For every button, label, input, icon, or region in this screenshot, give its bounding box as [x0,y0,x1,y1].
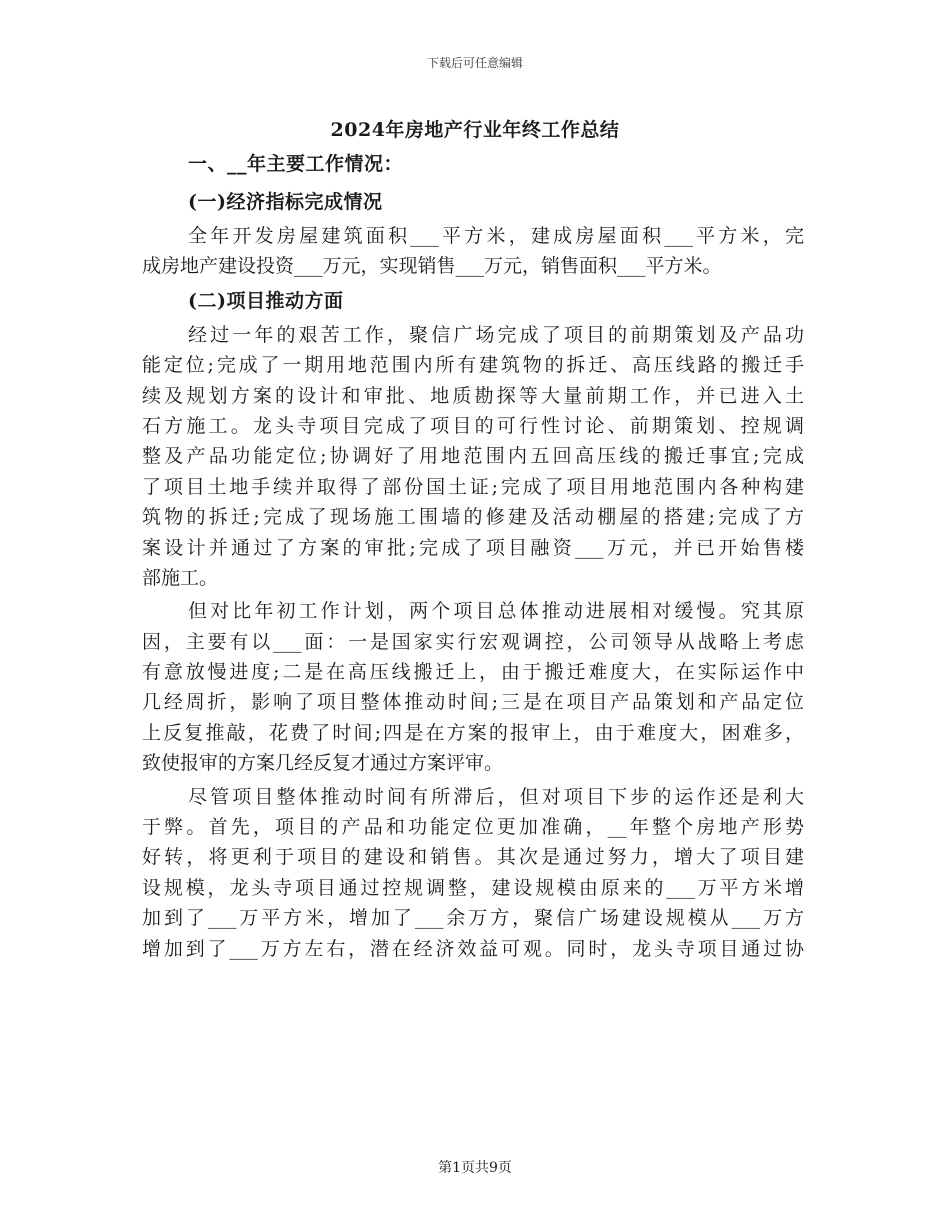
subsection-heading-project-progress: (二)项目推动方面 [188,289,344,312]
subsection-heading-economic-indicators: (一)经济指标完成情况 [188,191,383,213]
paragraph-line: 全年开发房屋建筑面积___平方米，建成房屋面积___平方米，完 [188,225,804,247]
paragraph-economic-indicators [142,221,804,282]
paragraph-line: 了项目土地手续并取得了部份国土证;完成了项目用地范围内各种构建 [142,475,804,498]
paragraph-line: 设规模，龙头寺项目通过控规调整，建设规模由原来的___万平方米增 [142,876,804,899]
paragraph-line: 有意放慢进度;二是在高压线搬迁上，由于搬迁难度大，在实际运作中 [142,661,804,684]
paragraph-project-progress-3 [142,782,804,964]
document-body [142,145,804,964]
paragraph-project-progress-1 [142,320,804,594]
paragraph-line: 续及规划方案的设计和审批、地质勘探等大量前期工作，并已进入土 [142,384,804,407]
paragraph-line: 好转，将更利于项目的建设和销售。其次是通过努力，增大了项目建 [142,846,804,869]
paragraph-line: 增加到了___万方左右，潜在经济效益可观。同时，龙头寺项目通过协 [142,937,804,960]
paragraph-line: 成房地产建设投资___万元，实现销售___万元，销售面积___平方米。 [142,255,722,278]
paragraph-line: 案设计并通过了方案的审批;完成了项目融资___万元，并已开始售楼 [142,536,804,559]
paragraph-line: 上反复推敲，花费了时间;四是在方案的报审上，由于难度大，困难多， [142,721,804,744]
section-heading-main-work: 一、__年主要工作情况： [188,153,404,175]
page-number: 第1页共9页 [438,1160,512,1176]
paragraph-line: 能定位;完成了一期用地范围内所有建筑物的拆迁、高压线路的搬迁手 [142,354,804,377]
paragraph-line: 几经周折，影响了项目整体推动时间;三是在项目产品策划和产品定位 [142,691,804,714]
paragraph-line: 部施工。 [142,566,219,589]
paragraph-line: 致使报审的方案几经反复才通过方案评审。 [142,752,504,775]
paragraph-line: 于弊。首先，项目的产品和功能定位更加准确，__年整个房地产形势 [142,816,804,839]
paragraph-line: 整及产品功能定位;协调好了用地范围内五回高压线的搬迁事宜;完成 [142,445,804,468]
paragraph-project-progress-2 [142,596,804,778]
page-header-note: 下载后可任意编辑 [426,56,523,70]
paragraph-line: 筑物的拆迁;完成了现场施工围墙的修建及活动棚屋的搭建;完成了方 [142,506,804,529]
document-title: 2024年房地产行业年终工作总结 [330,119,620,141]
paragraph-line: 石方施工。龙头寺项目完成了项目的可行性讨论、前期策划、控规调 [142,414,804,437]
paragraph-line: 加到了___万平方米，增加了___余万方，聚信广场建设规模从___万方 [142,907,804,930]
paragraph-line: 但对比年初工作计划，两个项目总体推动进展相对缓慢。究其原 [188,600,804,623]
paragraph-line: 尽管项目整体推动时间有所滞后，但对项目下步的运作还是利大 [188,785,804,808]
paragraph-line: 经过一年的艰苦工作，聚信广场完成了项目的前期策划及产品功 [188,323,804,346]
paragraph-line: 因，主要有以___面：一是国家实行宏观调控，公司领导从战略上考虑 [142,630,804,653]
